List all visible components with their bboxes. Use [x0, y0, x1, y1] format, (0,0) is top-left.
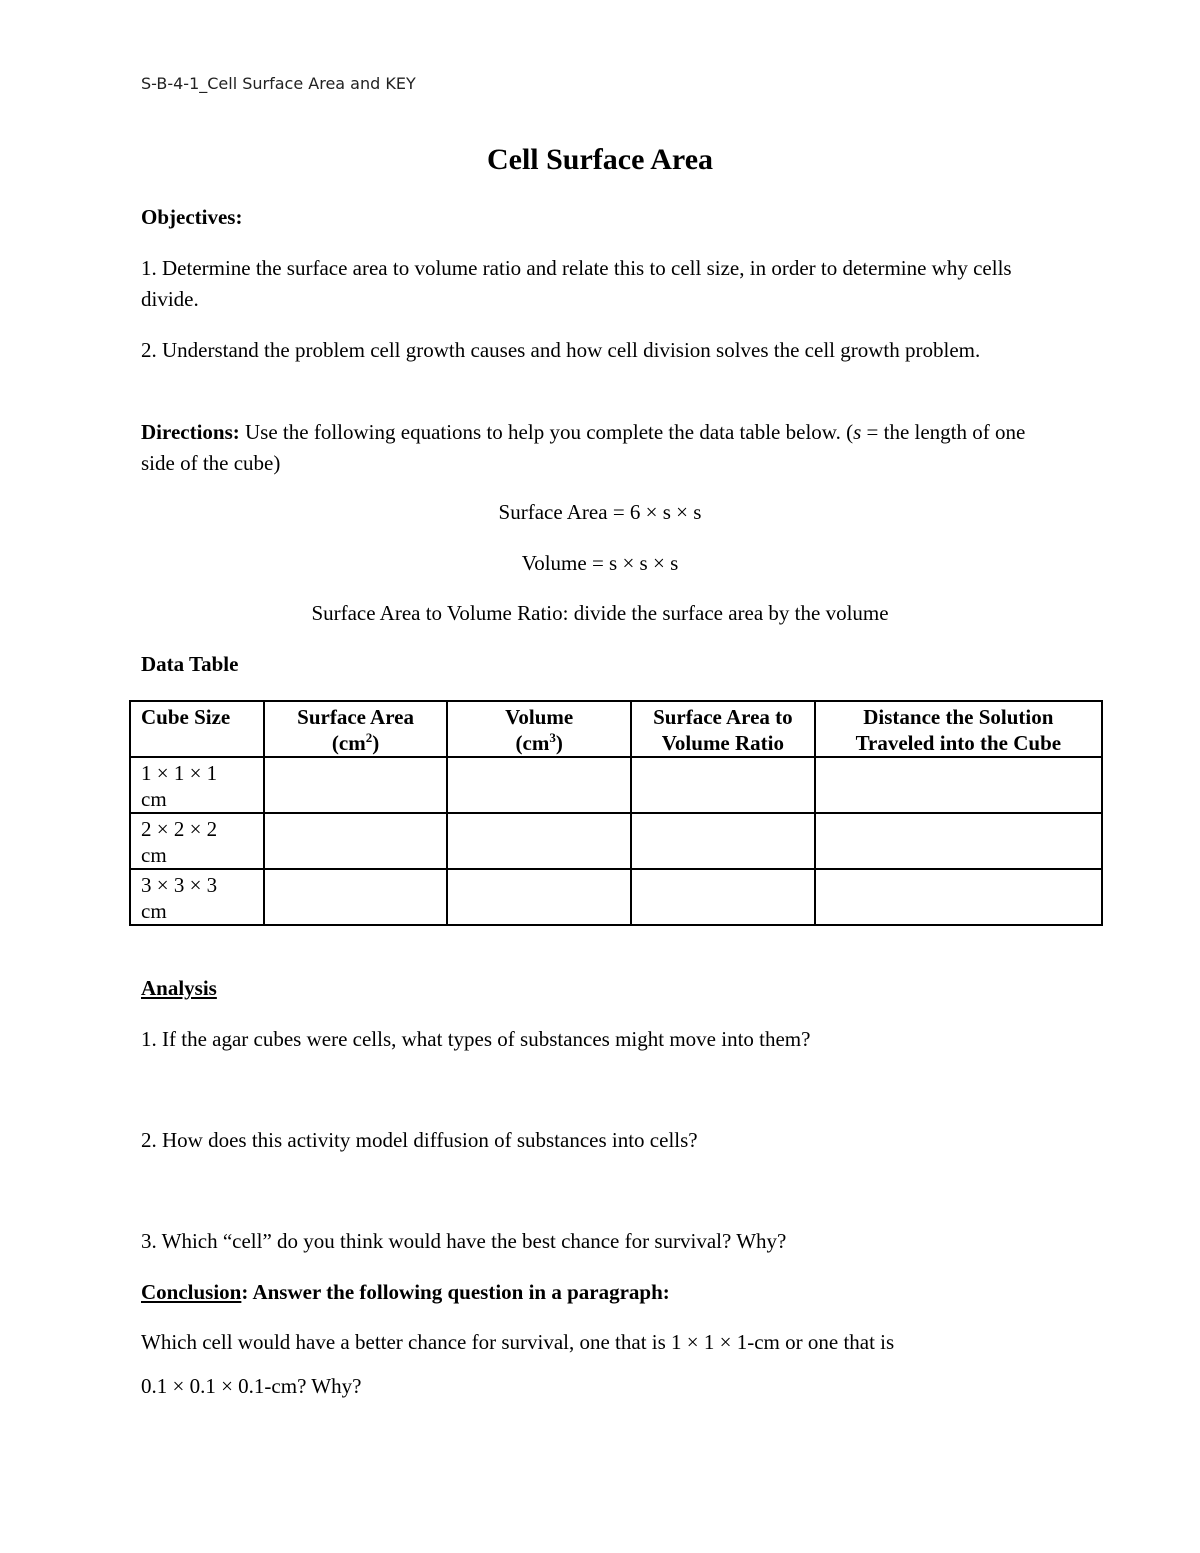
header-surface-area-close: ) — [372, 731, 380, 755]
header-ratio — [631, 701, 815, 757]
header-volume-close: ) — [555, 731, 563, 755]
surface-area-cell[interactable] — [264, 869, 448, 925]
analysis-question-1: 1. If the agar cubes were cells, what types of substances might move into them? — [141, 1027, 811, 1051]
objectives-heading: Objectives: — [141, 205, 243, 229]
conclusion-label: Conclusion — [141, 1280, 242, 1304]
header-volume-label: Volume — [505, 705, 574, 729]
cube-size-dimensions: 3 × 3 × 3 — [141, 873, 218, 897]
directions-label: Directions: — [141, 420, 240, 444]
analysis-question-2: 2. How does this activity model diffusion of substances into cells? — [141, 1128, 698, 1152]
analysis-heading: Analysis — [141, 976, 217, 1000]
cube-size-dimensions: 2 × 2 × 2 — [141, 817, 218, 841]
distance-cell[interactable] — [815, 869, 1102, 925]
objective-2: 2. Understand the problem cell growth causes and how cell division solves the cell growth problem. — [141, 338, 981, 362]
directions-paragraph — [141, 417, 1041, 479]
cube-size-unit: cm — [141, 899, 167, 923]
cube-size-unit: cm — [141, 843, 167, 867]
cube-size-cell — [130, 813, 264, 869]
header-ratio-line2: Volume Ratio — [661, 731, 784, 755]
header-ratio-line1: Surface Area to — [653, 705, 793, 729]
table-row — [130, 869, 1102, 925]
header-surface-area-label: Surface Area — [297, 705, 414, 729]
header-volume-unit: (cm — [515, 731, 550, 755]
equation-surface-area: Surface Area = 6 × s × s — [498, 500, 702, 524]
equation-ratio: Surface Area to Volume Ratio: divide the surface area by the volume — [311, 601, 889, 625]
ratio-cell[interactable] — [631, 757, 815, 813]
data-table-header-row — [130, 701, 1102, 757]
directions-variable: s — [853, 420, 862, 444]
table-row — [130, 757, 1102, 813]
volume-cell[interactable] — [447, 869, 631, 925]
conclusion-instruction: : Answer the following question in a paragraph: — [241, 1280, 670, 1304]
header-volume-exponent: 3 — [549, 730, 556, 745]
data-table-heading: Data Table — [141, 652, 239, 676]
header-cube-size: Cube Size — [130, 701, 264, 757]
table-row — [130, 813, 1102, 869]
conclusion-question-line2: 0.1 × 0.1 × 0.1-cm? Why? — [141, 1374, 362, 1398]
cube-size-cell — [130, 869, 264, 925]
header-surface-area — [264, 701, 448, 757]
volume-cell[interactable] — [447, 757, 631, 813]
analysis-question-3: 3. Which “cell” do you think would have the best chance for survival? Why? — [141, 1229, 787, 1253]
conclusion-question-line1: Which cell would have a better chance for survival, one that is 1 × 1 × 1-cm or one that is — [141, 1330, 895, 1354]
ratio-cell[interactable] — [631, 813, 815, 869]
cube-size-dimensions: 1 × 1 × 1 — [141, 761, 218, 785]
equation-volume: Volume = s × s × s — [521, 551, 679, 575]
header-surface-area-unit: (cm — [331, 731, 366, 755]
cube-size-cell — [130, 757, 264, 813]
volume-cell[interactable] — [447, 813, 631, 869]
header-distance-line2: Traveled into the Cube — [855, 731, 1062, 755]
header-surface-area-exponent: 2 — [365, 730, 373, 745]
header-distance-line1: Distance the Solution — [863, 705, 1054, 729]
header-distance — [815, 701, 1102, 757]
directions-text-b: = the length of one side of the cube) — [141, 420, 1026, 475]
data-table — [129, 700, 1103, 926]
objective-1: 1. Determine the surface area to volume ratio and relate this to cell size, in order to determine why cells divide. — [141, 256, 1012, 311]
distance-cell[interactable] — [815, 757, 1102, 813]
page-title: Cell Surface Area — [486, 143, 714, 176]
surface-area-cell[interactable] — [264, 813, 448, 869]
cube-size-unit: cm — [141, 787, 167, 811]
surface-area-cell[interactable] — [264, 757, 448, 813]
distance-cell[interactable] — [815, 813, 1102, 869]
header-volume — [447, 701, 631, 757]
conclusion-heading — [141, 1277, 1041, 1308]
document-header-label: S-B-4-1_Cell Surface Area and KEY — [141, 74, 416, 93]
ratio-cell[interactable] — [631, 869, 815, 925]
directions-text-a: Use the following equations to help you complete the data table below. ( — [239, 420, 854, 444]
